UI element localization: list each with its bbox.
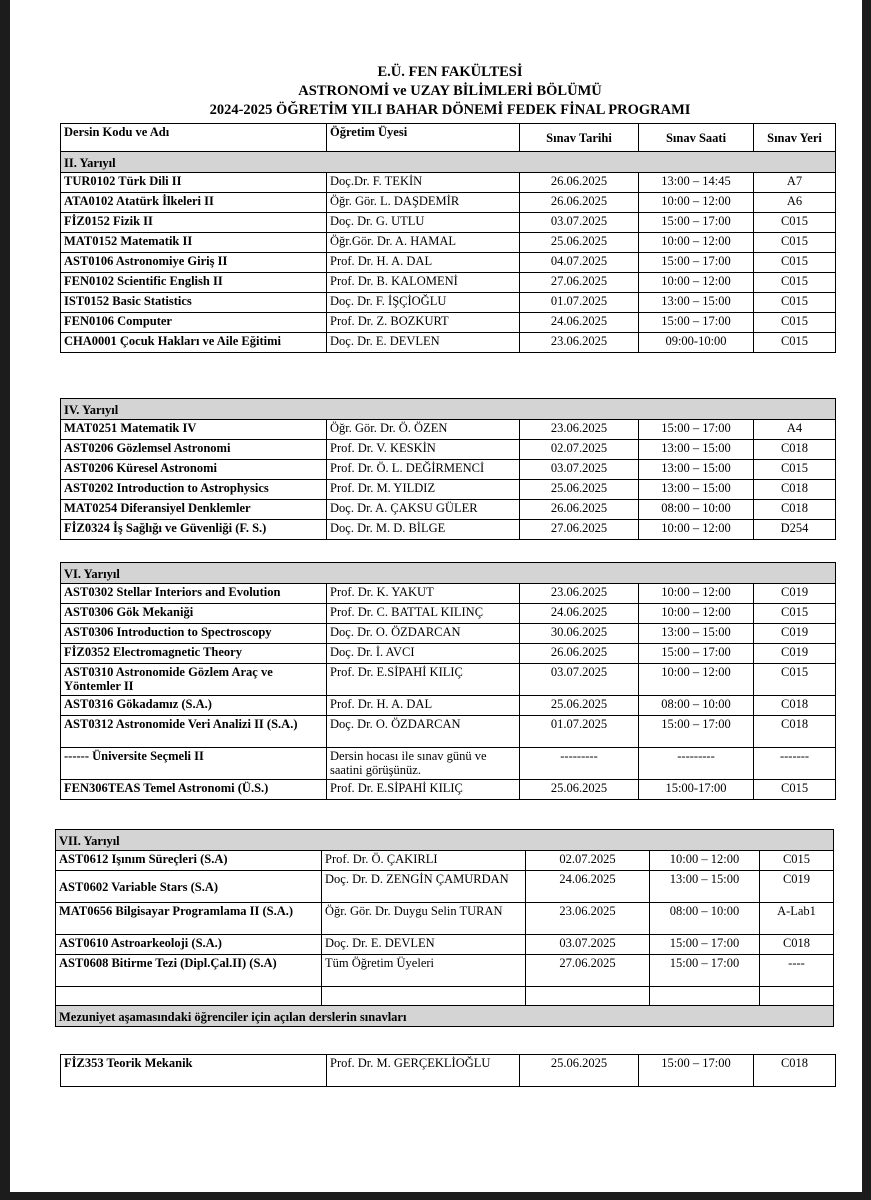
time-cell: 15:00 – 17:00 <box>639 1055 754 1087</box>
table-row <box>61 440 836 460</box>
course-cell: FİZ0324 İş Sağlığı ve Güvenliği (F. S.) <box>61 520 327 540</box>
instructor-cell: Prof. Dr. V. KESKİN <box>327 440 520 460</box>
date-cell: 30.06.2025 <box>520 624 639 644</box>
room-cell: D254 <box>754 520 836 540</box>
instructor-cell: Doç. Dr. D. ZENGİN ÇAMURDAN <box>322 871 526 903</box>
table-row <box>61 748 836 780</box>
time-cell: 10:00 – 12:00 <box>639 664 754 696</box>
time-cell: 15:00 – 17:00 <box>639 313 754 333</box>
instructor-cell: Doç. Dr. E. DEVLEN <box>322 935 526 955</box>
table-row <box>61 520 836 540</box>
graduation-note: Mezuniyet aşamasındaki öğrenciler için açılan derslerin sınavları <box>56 1006 834 1027</box>
instructor-cell: Prof. Dr. E.SİPAHİ KILIÇ <box>327 664 520 696</box>
col-header-instructor: Öğretim Üyesi <box>327 124 520 152</box>
date-cell: 01.07.2025 <box>520 293 639 313</box>
time-cell: 15:00 – 17:00 <box>639 213 754 233</box>
date-cell: 24.06.2025 <box>520 313 639 333</box>
table-row <box>61 624 836 644</box>
empty-cell <box>650 987 760 1006</box>
course-cell: MAT0152 Matematik II <box>61 233 327 253</box>
course-cell: AST0608 Bitirme Tezi (Dipl.Çal.II) (S.A) <box>56 955 322 987</box>
room-cell: C019 <box>754 644 836 664</box>
table-row <box>61 500 836 520</box>
program-title: 2024-2025 ÖĞRETİM YILI BAHAR DÖNEMİ FEDEK FİNAL PROGRAMI <box>209 102 691 118</box>
table-row <box>56 851 834 871</box>
instructor-cell: Doç. Dr. A. ÇAKSU GÜLER <box>327 500 520 520</box>
room-cell: C018 <box>754 440 836 460</box>
date-cell: 03.07.2025 <box>520 664 639 696</box>
course-cell: AST0312 Astronomide Veri Analizi II (S.A.) <box>61 716 327 748</box>
section-row <box>56 830 834 851</box>
instructor-cell: Öğr.Gör. Dr. A. HAMAL <box>327 233 520 253</box>
instructor-cell: Prof. Dr. Ö. ÇAKIRLI <box>322 851 526 871</box>
date-cell: 26.06.2025 <box>520 193 639 213</box>
time-cell: 15:00-17:00 <box>639 780 754 800</box>
table-row <box>61 420 836 440</box>
section-title-4: IV. Yarıyıl <box>61 399 836 420</box>
room-cell: A7 <box>754 173 836 193</box>
section-title-2: II. Yarıyıl <box>61 152 836 173</box>
instructor-cell: Prof. Dr. K. YAKUT <box>327 584 520 604</box>
table-header-row <box>61 124 836 152</box>
empty-cell <box>760 987 834 1006</box>
date-cell: 27.06.2025 <box>520 273 639 293</box>
date-cell: 04.07.2025 <box>520 253 639 273</box>
table-row <box>56 935 834 955</box>
course-cell: MAT0251 Matematik IV <box>61 420 327 440</box>
table-row <box>61 213 836 233</box>
time-cell: 13:00 – 15:00 <box>639 440 754 460</box>
schedule-table-1 <box>60 123 836 353</box>
date-cell: 02.07.2025 <box>520 440 639 460</box>
room-cell: A4 <box>754 420 836 440</box>
instructor-cell: Öğr. Gör. Dr. Duygu Selin TURAN <box>322 903 526 935</box>
course-cell: FİZ0152 Fizik II <box>61 213 327 233</box>
room-cell: C015 <box>754 780 836 800</box>
course-cell: AST0610 Astroarkeoloji (S.A.) <box>56 935 322 955</box>
room-cell: C015 <box>754 333 836 353</box>
table-row <box>61 644 836 664</box>
room-cell: C018 <box>754 696 836 716</box>
room-cell: C015 <box>754 313 836 333</box>
instructor-cell: Doç. Dr. O. ÖZDARCAN <box>327 716 520 748</box>
date-cell: 03.07.2025 <box>520 460 639 480</box>
course-cell: AST0206 Gözlemsel Astronomi <box>61 440 327 460</box>
course-cell: AST0202 Introduction to Astrophysics <box>61 480 327 500</box>
instructor-cell: Prof. Dr. H. A. DAL <box>327 696 520 716</box>
instructor-cell: Doç. Dr. E. DEVLEN <box>327 333 520 353</box>
course-cell: FEN0102 Scientific English II <box>61 273 327 293</box>
room-cell: C015 <box>754 213 836 233</box>
course-cell: AST0306 Gök Mekaniği <box>61 604 327 624</box>
course-cell: AST0206 Küresel Astronomi <box>61 460 327 480</box>
section-title-6: VI. Yarıyıl <box>61 563 836 584</box>
instructor-cell: Tüm Öğretim Üyeleri <box>322 955 526 987</box>
date-cell: 25.06.2025 <box>520 696 639 716</box>
course-cell: ATA0102 Atatürk İlkeleri II <box>61 193 327 213</box>
time-cell: 13:00 – 15:00 <box>650 871 760 903</box>
col-header-course: Dersin Kodu ve Adı <box>61 124 327 152</box>
table-row <box>56 871 834 903</box>
schedule-table-3 <box>60 562 836 800</box>
section-title-7: VII. Yarıyıl <box>56 830 834 851</box>
room-cell: C015 <box>754 460 836 480</box>
course-cell: AST0316 Gökadamız (S.A.) <box>61 696 327 716</box>
date-cell: 26.06.2025 <box>520 173 639 193</box>
section-row <box>61 563 836 584</box>
left-frame-border <box>0 0 10 1200</box>
room-cell: A6 <box>754 193 836 213</box>
room-cell: A-Lab1 <box>760 903 834 935</box>
room-cell: ---- <box>760 955 834 987</box>
room-cell: C015 <box>754 253 836 273</box>
table-row <box>61 584 836 604</box>
date-cell: 26.06.2025 <box>520 500 639 520</box>
date-cell: 26.06.2025 <box>520 644 639 664</box>
time-cell: 13:00 – 15:00 <box>639 293 754 313</box>
time-cell: 08:00 – 10:00 <box>639 500 754 520</box>
room-cell: C015 <box>760 851 834 871</box>
time-cell: 15:00 – 17:00 <box>650 955 760 987</box>
date-cell: 03.07.2025 <box>520 213 639 233</box>
date-cell: 25.06.2025 <box>520 1055 639 1087</box>
table-row <box>61 333 836 353</box>
col-header-date: Sınav Tarihi <box>520 124 639 152</box>
instructor-cell: Doç. Dr. G. UTLU <box>327 213 520 233</box>
table-row <box>61 696 836 716</box>
instructor-cell: Öğr. Gör. L. DAŞDEMİR <box>327 193 520 213</box>
date-cell: 25.06.2025 <box>520 233 639 253</box>
room-cell: C019 <box>754 624 836 644</box>
room-cell: C015 <box>754 293 836 313</box>
course-cell: FİZ0352 Electromagnetic Theory <box>61 644 327 664</box>
table-row-empty <box>56 987 834 1006</box>
col-header-room: Sınav Yeri <box>754 124 836 152</box>
graduate-table <box>60 1054 836 1087</box>
date-cell: --------- <box>520 748 639 780</box>
date-cell: 23.06.2025 <box>520 420 639 440</box>
course-cell: FEN0106 Computer <box>61 313 327 333</box>
table-row <box>61 293 836 313</box>
date-cell: 23.06.2025 <box>520 584 639 604</box>
room-cell: C019 <box>760 871 834 903</box>
right-frame-border <box>862 0 871 1200</box>
table-row <box>61 460 836 480</box>
time-cell: 13:00 – 14:45 <box>639 173 754 193</box>
room-cell: C019 <box>754 584 836 604</box>
course-cell: MAT0254 Diferansiyel Denklemler <box>61 500 327 520</box>
time-cell: 10:00 – 12:00 <box>639 604 754 624</box>
table-row <box>61 173 836 193</box>
time-cell: 10:00 – 12:00 <box>639 273 754 293</box>
date-cell: 02.07.2025 <box>526 851 650 871</box>
date-cell: 25.06.2025 <box>520 780 639 800</box>
date-cell: 24.06.2025 <box>526 871 650 903</box>
table-row <box>61 233 836 253</box>
table-row <box>61 253 836 273</box>
instructor-cell: Prof. Dr. E.SİPAHİ KILIÇ <box>327 780 520 800</box>
time-cell: 09:00-10:00 <box>639 333 754 353</box>
instructor-cell: Doç. Dr. M. D. BİLGE <box>327 520 520 540</box>
time-cell: 15:00 – 17:00 <box>650 935 760 955</box>
time-cell: --------- <box>639 748 754 780</box>
date-cell: 25.06.2025 <box>520 480 639 500</box>
time-cell: 13:00 – 15:00 <box>639 460 754 480</box>
instructor-cell: Doç. Dr. F. İŞÇİOĞLU <box>327 293 520 313</box>
course-cell: AST0302 Stellar Interiors and Evolution <box>61 584 327 604</box>
date-cell: 24.06.2025 <box>520 604 639 624</box>
date-cell: 03.07.2025 <box>526 935 650 955</box>
room-cell: C018 <box>754 480 836 500</box>
empty-cell <box>322 987 526 1006</box>
instructor-cell: Prof. Dr. Z. BOZKURT <box>327 313 520 333</box>
table-row <box>56 903 834 935</box>
date-cell: 27.06.2025 <box>520 520 639 540</box>
time-cell: 10:00 – 12:00 <box>639 233 754 253</box>
table-row <box>61 480 836 500</box>
time-cell: 08:00 – 10:00 <box>639 696 754 716</box>
time-cell: 10:00 – 12:00 <box>639 584 754 604</box>
department-title: ASTRONOMİ ve UZAY BİLİMLERİ BÖLÜMÜ <box>298 83 602 99</box>
course-cell: IST0152 Basic Statistics <box>61 293 327 313</box>
instructor-cell: Prof. Dr. M. GERÇEKLİOĞLU <box>327 1055 520 1087</box>
time-cell: 10:00 – 12:00 <box>650 851 760 871</box>
table-row <box>61 273 836 293</box>
instructor-cell: Prof. Dr. H. A. DAL <box>327 253 520 273</box>
time-cell: 10:00 – 12:00 <box>639 520 754 540</box>
faculty-title: E.Ü. FEN FAKÜLTESİ <box>377 64 523 80</box>
room-cell: C015 <box>754 233 836 253</box>
course-cell: AST0306 Introduction to Spectroscopy <box>61 624 327 644</box>
table-row <box>61 313 836 333</box>
instructor-cell: Prof. Dr. C. BATTAL KILINÇ <box>327 604 520 624</box>
section-row <box>61 399 836 420</box>
time-cell: 15:00 – 17:00 <box>639 644 754 664</box>
room-cell: C015 <box>754 664 836 696</box>
date-cell: 01.07.2025 <box>520 716 639 748</box>
room-cell: C018 <box>760 935 834 955</box>
document-header <box>60 63 840 120</box>
time-cell: 15:00 – 17:00 <box>639 716 754 748</box>
instructor-cell: Prof. Dr. M. YILDIZ <box>327 480 520 500</box>
room-cell: ------- <box>754 748 836 780</box>
course-cell: AST0106 Astronomiye Giriş II <box>61 253 327 273</box>
empty-cell <box>526 987 650 1006</box>
instructor-cell: Prof. Dr. B. KALOMENİ <box>327 273 520 293</box>
instructor-cell: Öğr. Gör. Dr. Ö. ÖZEN <box>327 420 520 440</box>
bottom-frame-border <box>0 1192 871 1200</box>
course-cell: CHA0001 Çocuk Hakları ve Aile Eğitimi <box>61 333 327 353</box>
course-cell: TUR0102 Türk Dili II <box>61 173 327 193</box>
time-cell: 10:00 – 12:00 <box>639 193 754 213</box>
table-row <box>61 780 836 800</box>
time-cell: 13:00 – 15:00 <box>639 624 754 644</box>
instructor-cell: Doç. Dr. İ. AVCI <box>327 644 520 664</box>
table-row <box>61 193 836 213</box>
table-row <box>61 664 836 696</box>
table-row <box>61 716 836 748</box>
col-header-time: Sınav Saati <box>639 124 754 152</box>
room-cell: C018 <box>754 716 836 748</box>
table-row <box>61 604 836 624</box>
instructor-cell: Prof. Dr. Ö. L. DEĞİRMENCİ <box>327 460 520 480</box>
instructor-cell: Dersin hocası ile sınav günü ve saatini görüşünüz. <box>327 748 520 780</box>
schedule-table-4 <box>55 829 834 1027</box>
schedule-table-2 <box>60 398 836 540</box>
instructor-cell: Doç.Dr. F. TEKİN <box>327 173 520 193</box>
time-cell: 13:00 – 15:00 <box>639 480 754 500</box>
date-cell: 23.06.2025 <box>526 903 650 935</box>
room-cell: C018 <box>754 1055 836 1087</box>
course-cell: FİZ353 Teorik Mekanik <box>61 1055 327 1087</box>
time-cell: 15:00 – 17:00 <box>639 420 754 440</box>
room-cell: C015 <box>754 604 836 624</box>
course-cell: FEN306TEAS Temel Astronomi (Ü.S.) <box>61 780 327 800</box>
table-row <box>56 955 834 987</box>
date-cell: 23.06.2025 <box>520 333 639 353</box>
time-cell: 08:00 – 10:00 <box>650 903 760 935</box>
instructor-cell: Doç. Dr. O. ÖZDARCAN <box>327 624 520 644</box>
section-row <box>61 152 836 173</box>
room-cell: C015 <box>754 273 836 293</box>
time-cell: 15:00 – 17:00 <box>639 253 754 273</box>
graduation-note-row <box>56 1006 834 1027</box>
course-cell: MAT0656 Bilgisayar Programlama II (S.A.) <box>56 903 322 935</box>
course-cell: AST0612 Işınım Süreçleri (S.A) <box>56 851 322 871</box>
empty-cell <box>56 987 322 1006</box>
course-cell: ------ Üniversite Seçmeli II <box>61 748 327 780</box>
table-row <box>61 1055 836 1087</box>
course-cell: AST0310 Astronomide Gözlem Araç ve Yöntemler II <box>61 664 327 696</box>
course-cell: AST0602 Variable Stars (S.A) <box>56 871 322 903</box>
date-cell: 27.06.2025 <box>526 955 650 987</box>
room-cell: C018 <box>754 500 836 520</box>
